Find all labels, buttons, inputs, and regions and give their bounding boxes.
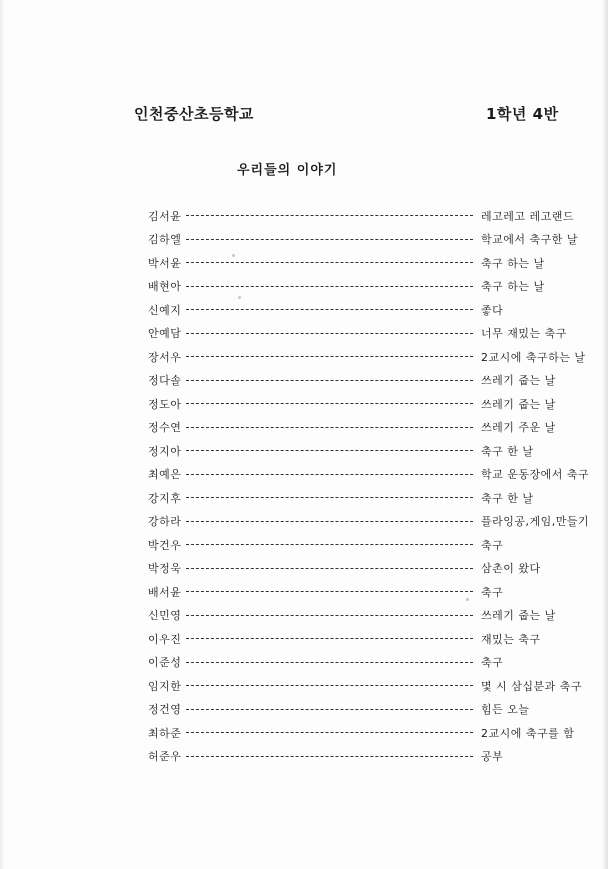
student-name: 허준우 xyxy=(148,750,182,764)
dashed-leader xyxy=(186,685,473,686)
scan-edge-left xyxy=(0,0,4,869)
entry-row xyxy=(148,439,608,463)
student-name: 이우진 xyxy=(148,632,182,646)
story-title: 축구 하는 날 xyxy=(481,280,545,294)
story-title: 레고레고 레고랜드 xyxy=(481,209,575,223)
entry-row xyxy=(148,322,608,346)
student-name: 정수연 xyxy=(148,421,182,435)
dashed-leader xyxy=(186,262,473,263)
entry-row xyxy=(148,416,608,440)
student-name: 최예은 xyxy=(148,468,182,482)
student-name: 신민영 xyxy=(148,609,182,623)
student-name: 임지한 xyxy=(148,679,182,693)
scan-speck xyxy=(238,296,241,299)
dashed-leader xyxy=(186,333,473,334)
student-name: 최하준 xyxy=(148,726,182,740)
dashed-leader xyxy=(186,497,473,498)
story-title: 너무 재밌는 축구 xyxy=(481,327,567,341)
student-name: 강지후 xyxy=(148,491,182,505)
dashed-leader xyxy=(186,403,473,404)
entry-row xyxy=(148,251,608,275)
story-title: 축구 하는 날 xyxy=(481,256,545,270)
entry-row xyxy=(148,651,608,675)
story-title: 몇 시 삼십분과 축구 xyxy=(481,679,582,693)
entry-row xyxy=(148,698,608,722)
story-title: 플라잉공,게임,만들기 xyxy=(481,515,590,529)
story-title: 학교 운동장에서 축구 xyxy=(481,468,590,482)
dashed-leader xyxy=(186,568,473,569)
dashed-leader xyxy=(186,356,473,357)
story-title: 축구 xyxy=(481,656,504,670)
entry-row xyxy=(148,204,608,228)
dashed-leader xyxy=(186,756,473,757)
entry-row xyxy=(148,721,608,745)
student-name: 신예지 xyxy=(148,303,182,317)
student-name: 강하라 xyxy=(148,515,182,529)
entry-row xyxy=(148,486,608,510)
dashed-leader xyxy=(186,286,473,287)
story-title: 축구 한 날 xyxy=(481,444,534,458)
entry-row xyxy=(148,345,608,369)
entry-row xyxy=(148,533,608,557)
entry-list xyxy=(148,204,608,768)
dashed-leader xyxy=(186,450,473,451)
student-name: 김서윤 xyxy=(148,209,182,223)
student-name: 정건영 xyxy=(148,703,182,717)
student-name: 정지아 xyxy=(148,444,182,458)
entry-row xyxy=(148,627,608,651)
story-title: 공부 xyxy=(481,750,504,764)
dashed-leader xyxy=(186,215,473,216)
story-title: 삼촌이 왔다 xyxy=(481,562,541,576)
document-title: 우리들의 이야기 xyxy=(237,163,338,178)
story-title: 재밌는 축구 xyxy=(481,632,541,646)
story-title: 축구 xyxy=(481,585,504,599)
dashed-leader xyxy=(186,732,473,733)
story-title: 2교시에 축구하는 날 xyxy=(481,350,586,364)
story-title: 좋다 xyxy=(481,303,504,317)
dashed-leader xyxy=(186,521,473,522)
student-name: 배현아 xyxy=(148,280,182,294)
class-label: 1학년 4반 xyxy=(486,105,559,123)
dashed-leader xyxy=(186,638,473,639)
story-title: 쓰레기 주운 날 xyxy=(481,421,556,435)
entry-row xyxy=(148,557,608,581)
entry-row xyxy=(148,275,608,299)
dashed-leader xyxy=(186,615,473,616)
scan-speck xyxy=(232,254,235,257)
story-title: 2교시에 축구를 함 xyxy=(481,726,575,740)
dashed-leader xyxy=(186,662,473,663)
school-name: 인천중산초등학교 xyxy=(134,105,254,123)
student-name: 정다솔 xyxy=(148,374,182,388)
student-name: 장서우 xyxy=(148,350,182,364)
student-name: 박정욱 xyxy=(148,562,182,576)
entry-row xyxy=(148,228,608,252)
entry-row xyxy=(148,463,608,487)
scan-speck xyxy=(466,598,469,601)
story-title: 쓰레기 줍는 날 xyxy=(481,397,556,411)
dashed-leader xyxy=(186,239,473,240)
entry-row xyxy=(148,580,608,604)
story-title: 학교에서 축구한 날 xyxy=(481,233,579,247)
entry-row xyxy=(148,674,608,698)
entry-row xyxy=(148,369,608,393)
student-name: 안예담 xyxy=(148,327,182,341)
student-name: 박서윤 xyxy=(148,256,182,270)
student-name: 박건우 xyxy=(148,538,182,552)
student-name: 정도아 xyxy=(148,397,182,411)
story-title: 쓰레기 줍는 날 xyxy=(481,374,556,388)
dashed-leader xyxy=(186,591,473,592)
entry-row xyxy=(148,392,608,416)
dashed-leader xyxy=(186,474,473,475)
student-name: 이준성 xyxy=(148,656,182,670)
entry-row xyxy=(148,510,608,534)
entry-row xyxy=(148,745,608,769)
dashed-leader xyxy=(186,309,473,310)
dashed-leader xyxy=(186,380,473,381)
story-title: 쓰레기 줍는 날 xyxy=(481,609,556,623)
dashed-leader xyxy=(186,544,473,545)
story-title: 힘든 오늘 xyxy=(481,703,530,717)
entry-row xyxy=(148,604,608,628)
story-title: 축구 한 날 xyxy=(481,491,534,505)
dashed-leader xyxy=(186,709,473,710)
entry-row xyxy=(148,298,608,322)
student-name: 김하엘 xyxy=(148,233,182,247)
story-title: 축구 xyxy=(481,538,504,552)
student-name: 배서윤 xyxy=(148,585,182,599)
dashed-leader xyxy=(186,427,473,428)
